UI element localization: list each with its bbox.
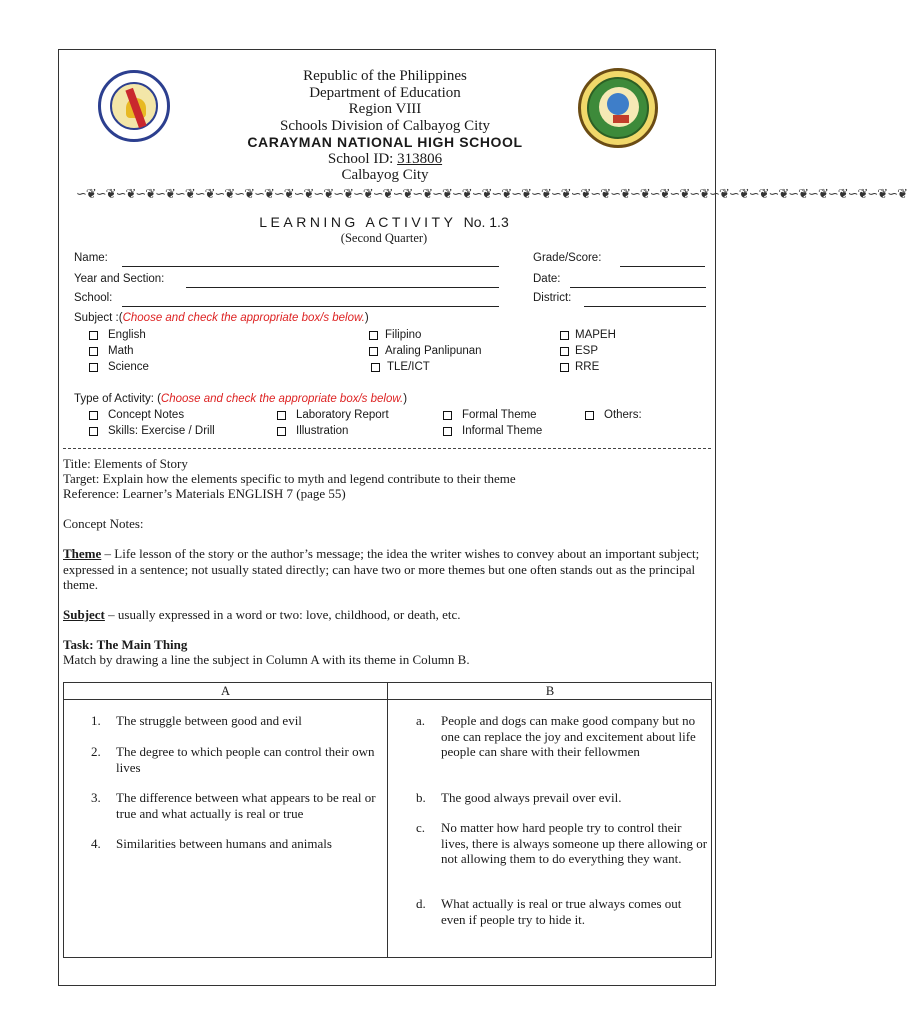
activity-type-label: Type of Activity: ( [74, 393, 161, 405]
header-school-name: CARAYMAN NATIONAL HIGH SCHOOL [247, 134, 523, 150]
activity-concept-notes-checkbox[interactable] [89, 409, 184, 421]
subject-close: ) [364, 312, 369, 324]
checkbox-icon [443, 411, 452, 420]
school-field[interactable] [122, 306, 499, 307]
date-field[interactable] [570, 287, 706, 288]
activity-illustration-checkbox[interactable] [277, 425, 348, 437]
subject-term: Subject [63, 607, 105, 622]
checkbox-icon [277, 411, 286, 420]
header-school-id [200, 151, 570, 168]
year-section-field[interactable] [186, 287, 499, 288]
checkbox-icon [371, 363, 380, 372]
checkbox-icon [560, 363, 569, 372]
checkbox-icon [89, 363, 98, 372]
name-label: Name: [74, 252, 108, 264]
theme-term: Theme [63, 546, 102, 561]
activity-informal-theme-checkbox[interactable] [443, 425, 542, 437]
deped-seal-logo [98, 70, 170, 142]
lesson-title: Title: Elements of Story [63, 456, 188, 471]
lesson-target: Target: Explain how the elements specific to myth and legend contribute to their theme [63, 471, 516, 486]
item-letter: c. [416, 820, 426, 835]
school-id-label: School ID: [327, 150, 394, 167]
item-text: The difference between what appears to be real or true and what actually is real or true [116, 790, 376, 821]
item-text: Similarities between humans and animals [116, 836, 332, 851]
checkbox-icon [277, 427, 286, 436]
checkbox-icon [369, 331, 378, 340]
header-division: Schools Division of Calbayog City [280, 117, 490, 134]
checkbox-icon [89, 347, 98, 356]
checkbox-icon [89, 411, 98, 420]
checkbox-icon [369, 347, 378, 356]
grade-score-label: Grade/Score: [533, 252, 602, 264]
item-letter: a. [416, 713, 426, 728]
school-label: School: [74, 292, 113, 304]
activity-number: No. 1.3 [463, 214, 509, 230]
header-department: Department of Education [309, 84, 461, 101]
option-label: Math [108, 345, 134, 357]
subject-esp-checkbox[interactable] [560, 345, 598, 357]
option-label: Concept Notes [108, 409, 185, 421]
activity-type-instruction: Choose and check the appropriate box/s below. [160, 393, 404, 405]
school-id-value: 313806 [397, 150, 443, 167]
option-label: English [108, 329, 146, 341]
concept-notes-heading: Concept Notes: [63, 516, 144, 531]
activity-type-close: ) [403, 393, 408, 405]
activity-others-checkbox[interactable] [585, 409, 642, 421]
item-number: 4. [91, 836, 101, 851]
option-label: Filipino [385, 329, 422, 341]
subject-science-checkbox[interactable] [89, 361, 149, 373]
grade-score-field[interactable] [620, 266, 705, 267]
activity-title-prefix: LEARNING ACTIVITY [259, 214, 457, 230]
column-b-header: B [545, 684, 555, 698]
header-region: Region VIII [348, 101, 422, 117]
activity-skills-checkbox[interactable] [89, 425, 215, 437]
lesson-reference: Reference: Learner’s Materials ENGLISH 7 (page 55) [63, 486, 346, 501]
activity-type-heading [74, 393, 407, 405]
checkbox-icon [89, 427, 98, 436]
option-label: Others: [604, 409, 642, 421]
subject-def-text: – usually expressed in a word or two: love, childhood, or death, etc. [104, 607, 461, 622]
item-text: The struggle between good and evil [116, 713, 302, 728]
item-number: 1. [91, 713, 101, 728]
checkbox-icon [89, 331, 98, 340]
school-seal-logo [578, 68, 658, 148]
subject-math-checkbox[interactable] [89, 345, 134, 357]
subject-rre-checkbox[interactable] [560, 361, 599, 373]
item-text: People and dogs can make good company but no one can replace the joy and excitement about life people can share with their fellowmen [441, 713, 696, 759]
item-text: The good always prevail over evil. [441, 790, 622, 805]
subject-english-checkbox[interactable] [89, 329, 146, 341]
task-title: Task: The Main Thing [63, 637, 188, 652]
option-label: Science [108, 361, 149, 373]
task-instruction: Match by drawing a line the subject in Column A with its theme in Column B. [63, 652, 470, 667]
option-label: RRE [575, 361, 600, 373]
subject-tle-ict-checkbox[interactable] [371, 361, 430, 373]
option-label: TLE/ICT [387, 361, 430, 373]
option-label: ESP [575, 345, 599, 357]
subject-label: Subject :( [74, 312, 123, 324]
option-label: Informal Theme [462, 425, 543, 437]
district-label: District: [533, 292, 572, 304]
option-label: Araling Panlipunan [385, 345, 482, 357]
theme-def-text: – Life lesson of the story or the author’s message; the idea the writer wishes to convey about an important subject; expressed in a sentence; not usually stated directly; can have two or more themes but one often stands out as the principal theme. [63, 546, 700, 592]
checkbox-icon [585, 411, 594, 420]
checkbox-icon [560, 331, 569, 340]
subject-heading [74, 312, 369, 324]
item-letter: b. [416, 790, 426, 805]
matching-table [63, 682, 712, 958]
activity-laboratory-report-checkbox[interactable] [277, 409, 389, 421]
item-text: What actually is real or true always comes out even if people try to hide it. [441, 896, 682, 927]
subject-mapeh-checkbox[interactable] [560, 329, 616, 341]
district-field[interactable] [584, 306, 706, 307]
column-a-header: A [220, 684, 231, 698]
option-label: Laboratory Report [296, 409, 389, 421]
activity-title [0, 214, 768, 230]
decorative-border-line: ∽❦∽❦∽❦∽❦∽❦∽❦∽❦∽❦∽❦∽❦∽❦∽❦∽❦∽❦∽❦∽❦∽❦∽❦∽❦∽❦∽❦∽❦∽❦∽❦∽❦∽❦∽❦∽❦∽❦∽❦∽❦∽❦∽❦∽❦∽❦∽❦∽❦∽❦∽❦∽❦∽❦∽❦ [76, 186, 907, 201]
checkbox-icon [443, 427, 452, 436]
subject-filipino-checkbox[interactable] [369, 329, 421, 341]
item-text: No matter how hard people try to control their lives, there is always someone up there allowing or not allowing them to do everything they want. [441, 820, 708, 866]
date-label: Date: [533, 273, 561, 285]
activity-formal-theme-checkbox[interactable] [443, 409, 537, 421]
header-city: Calbayog City [341, 167, 429, 183]
option-label: Formal Theme [462, 409, 537, 421]
item-text: The degree to which people can control their own lives [116, 744, 375, 775]
option-label: Skills: Exercise / Drill [108, 425, 215, 437]
item-letter: d. [416, 896, 426, 911]
subject-araling-panlipunan-checkbox[interactable] [369, 345, 482, 357]
year-section-label: Year and Section: [74, 273, 165, 285]
checkbox-icon [560, 347, 569, 356]
subject-instruction: Choose and check the appropriate box/s below. [122, 312, 365, 324]
option-label: Illustration [296, 425, 349, 437]
item-number: 3. [91, 790, 101, 805]
name-field[interactable] [122, 266, 499, 267]
header-republic: Republic of the Philippines [303, 68, 467, 84]
section-divider [63, 448, 711, 449]
theme-definition [63, 546, 713, 593]
letterhead [200, 68, 570, 184]
item-number: 2. [91, 744, 101, 759]
subject-definition [63, 607, 713, 623]
option-label: MAPEH [575, 329, 616, 341]
quarter-label: (Second Quarter) [340, 231, 428, 245]
